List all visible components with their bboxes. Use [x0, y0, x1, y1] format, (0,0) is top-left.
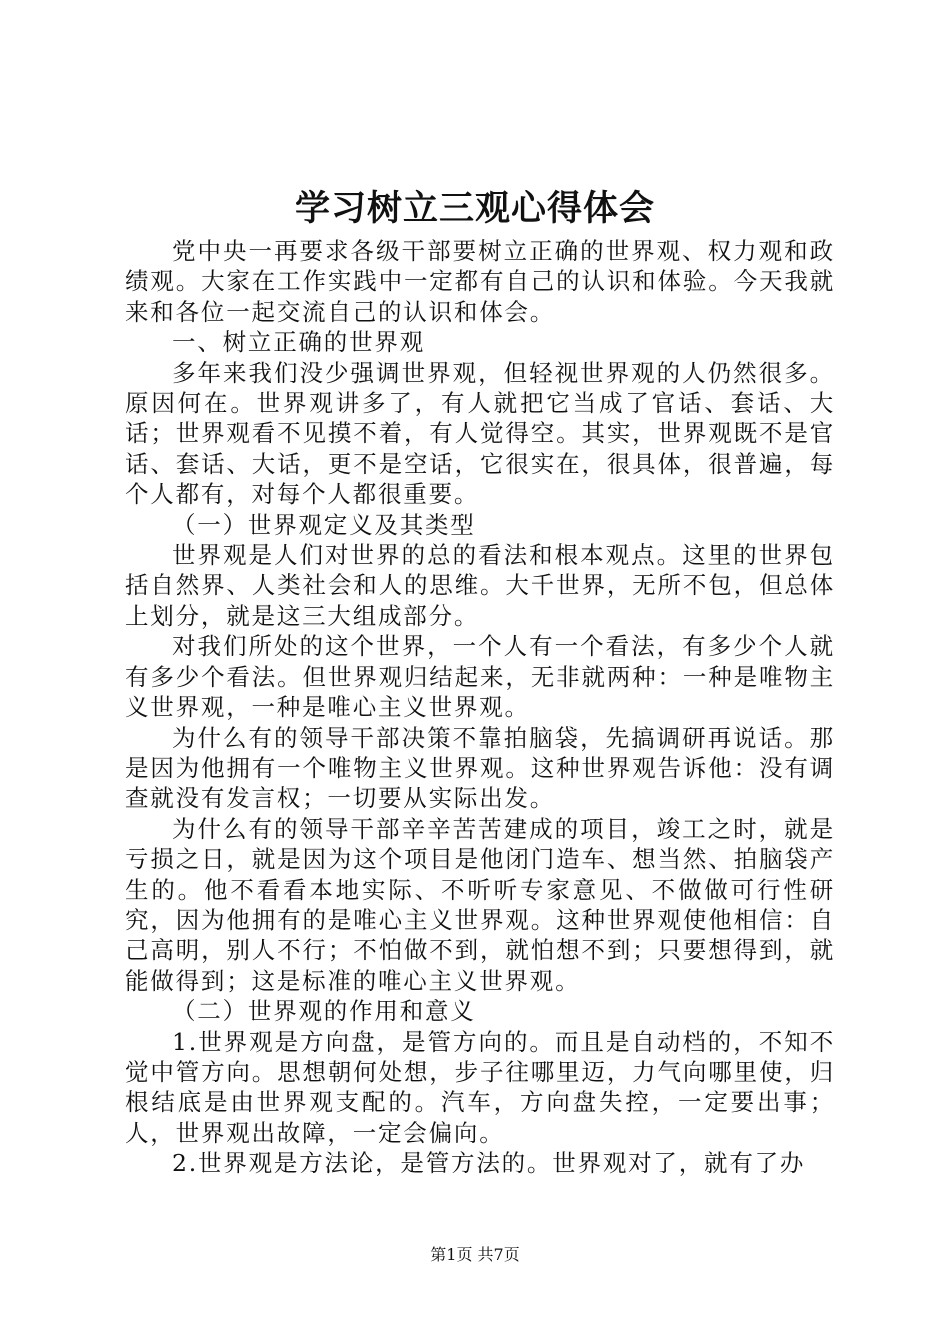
document-title: 学习树立三观心得体会: [294, 188, 655, 229]
paragraph: 对我们所处的这个世界，一个人有一个看法，有多少个人就有多少个看法。但世界观归结起来，无非就两种：一种是唯物主义世界观，一种是唯心主义世界观。: [125, 632, 835, 722]
paragraph: 为什么有的领导干部决策不靠拍脑袋，先搞调研再说话。那是因为他拥有一个唯物主义世界观。这种世界观告诉他：没有调查就没有发言权；一切要从实际出发。: [125, 723, 835, 813]
paragraph: 1.世界观是方向盘，是管方向的。而且是自动档的，不知不觉中管方向。思想朝何处想，步子往哪里迈，力气向哪里使，归根结底是由世界观支配的。汽车，方向盘失控，一定要出事；人，世界观出故障，一定会偏向。: [125, 1027, 835, 1147]
subsection-heading: （一）世界观定义及其类型: [172, 510, 476, 539]
paragraph: 党中央一再要求各级干部要树立正确的世界观、权力观和政绩观。大家在工作实践中一定都有自己的认识和体验。今天我就来和各位一起交流自己的认识和体会。: [125, 237, 835, 326]
paragraph: 2.世界观是方法论，是管方法的。世界观对了，就有了办: [172, 1149, 806, 1178]
subsection-heading: （二）世界观的作用和意义: [172, 997, 476, 1026]
page-indicator: 第1页 共7页: [430, 1245, 520, 1264]
paragraph: 为什么有的领导干部辛辛苦苦建成的项目，竣工之时，就是亏损之日，就是因为这个项目是他闭门造车、想当然、拍脑袋产生的。他不看看本地实际、不听听专家意见、不做做可行性研究，因为他拥有的是唯心主义世界观。这种世界观使他相信：自己高明，别人不行；不怕做不到，就怕想不到；只要想得到，就能做得到；这是标准的唯心主义世界观。: [125, 814, 835, 995]
document-body: [125, 236, 835, 1179]
paragraph: 世界观是人们对世界的总的看法和根本观点。这里的世界包括自然界、人类社会和人的思维。大千世界，无所不包，但总体上划分，就是这三大组成部分。: [125, 541, 835, 630]
section-heading: 一、树立正确的世界观: [172, 328, 425, 357]
paragraph: 多年来我们没少强调世界观，但轻视世界观的人仍然很多。原因何在。世界观讲多了，有人就把它当成了官话、套话、大话；世界观看不见摸不着，有人觉得空。其实，世界观既不是官话、套话、大话，更不是空话，它很实在，很具体，很普遍，每个人都有，对每个人都很重要。: [125, 358, 835, 509]
